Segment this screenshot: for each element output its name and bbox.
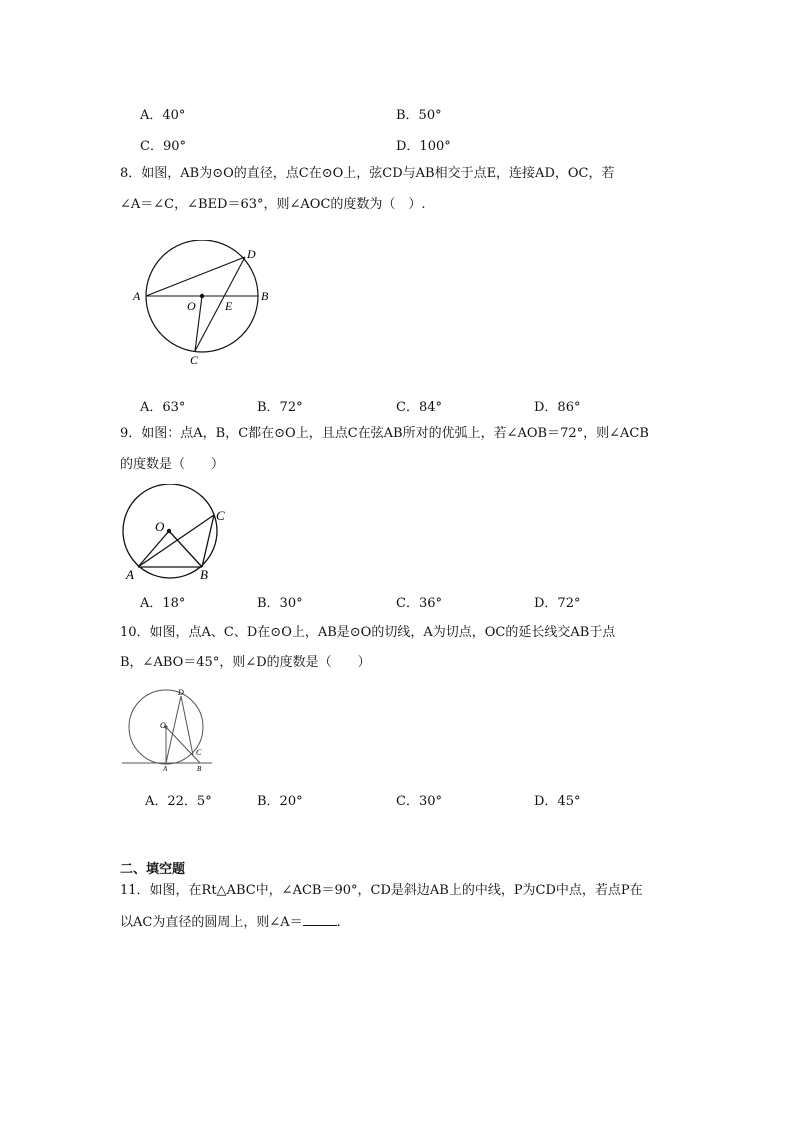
q10-label-b: B [197, 765, 202, 773]
q10-stem-line2: B，∠ABO＝45°，则∠D的度数是（ ） [120, 655, 371, 670]
q8-chord-ad [146, 257, 245, 296]
q9-label-o: O [155, 519, 165, 534]
q10-option-d: D．45° [534, 794, 581, 809]
q10-option-c: C．30° [396, 794, 442, 809]
q8-center-dot [200, 294, 204, 298]
q10-label-o: O [160, 721, 166, 730]
q9-label-c: C [216, 508, 225, 523]
q10-label-a: A [163, 765, 168, 773]
q8-label-b: B [261, 289, 269, 303]
q10-stem-line1: 10．如图，点A、C、D在⊙O上，AB是⊙O的切线，A为切点，OC的延长线交AB于点 [120, 625, 616, 640]
q11-stem-line2-suffix: . [336, 915, 341, 930]
q9-figure [116, 484, 236, 584]
q9-stem-line1: 9．如图：点A，B，C都在⊙O上，且点C在弦AB所对的优弧上，若∠AOB＝72°，则∠ACB [120, 426, 649, 441]
q10-label-c: C [196, 748, 202, 757]
q9-option-d: D．72° [534, 596, 581, 611]
q10-option-a: A．22．5° [145, 794, 212, 809]
q9-stem-line2: 的度数是（ ） [120, 457, 225, 472]
q9-option-a: A．18° [140, 596, 186, 611]
q10-segment-ob [166, 727, 200, 763]
q10-option-b: B．20° [257, 794, 303, 809]
q11-answer-blank[interactable] [303, 913, 337, 926]
q10-label-d: D [178, 688, 184, 697]
q8-option-c: C．84° [396, 400, 442, 415]
q9-chord-ac [138, 515, 214, 567]
q8-stem-line2: ∠A＝∠C，∠BED＝63°，则∠AOC的度数为（ ）. [120, 197, 426, 212]
q11-stem-line1: 11．如图，在Rt△ABC中，∠ACB＝90°，CD是斜边AB上的中线，P为CD中点，若点P在 [120, 883, 643, 898]
q9-center-dot [167, 529, 171, 533]
q9-label-b: B [200, 567, 208, 582]
q8-radius-oc [195, 296, 202, 351]
q11-stem-line2-prefix: 以AC为直径的圆周上，则∠A＝ [120, 915, 303, 930]
q7-option-a: A．40° [140, 108, 186, 123]
q9-radius-ob [169, 531, 202, 567]
q8-label-a: A [133, 289, 141, 303]
q8-label-c: C [190, 353, 199, 367]
q7-option-d: D．100° [396, 139, 451, 154]
q7-option-b: B．50° [396, 108, 442, 123]
q10-figure [120, 686, 220, 776]
q8-option-b: B．72° [257, 400, 303, 415]
q9-label-a: A [126, 567, 134, 582]
q10-chord-cd [181, 696, 193, 755]
q8-label-e: E [225, 299, 233, 313]
q9-option-c: C．36° [396, 596, 442, 611]
q8-label-d: D [247, 247, 256, 261]
q8-stem-line1: 8．如图，AB为⊙O的直径，点C在⊙O上，弦CD与AB相交于点E，连接AD，OC，若 [120, 166, 615, 181]
q8-figure [128, 240, 278, 370]
q8-option-d: D．86° [534, 400, 581, 415]
q9-option-b: B．30° [257, 596, 303, 611]
q7-option-c: C．90° [140, 139, 186, 154]
q11-stem-line2 [120, 913, 341, 933]
q8-option-a: A．63° [140, 400, 186, 415]
q8-chord-cd [195, 257, 245, 351]
section-fill-in-title: 二、填空题 [120, 862, 186, 877]
q8-label-o: O [187, 299, 196, 313]
